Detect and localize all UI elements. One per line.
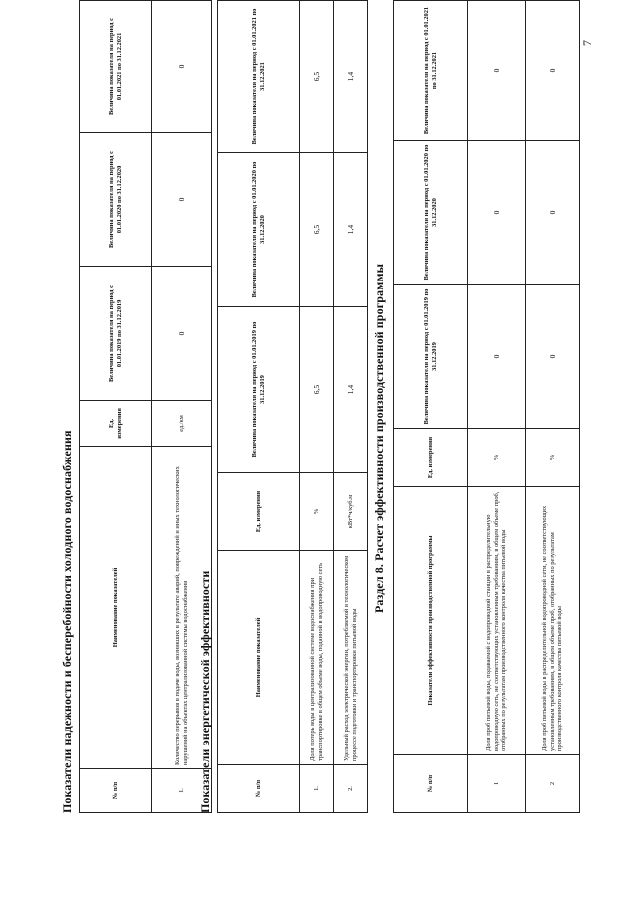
table-header-row <box>394 1 468 813</box>
col-num-header: № п/п <box>80 769 152 813</box>
row-value-2021: 0 <box>526 1 580 141</box>
row-name: Количество перерывов в подаче воды, возникших в результате аварий, повреждений и иных технологических нарушений на объектах централизованной системы водоснабжения <box>152 447 212 769</box>
row-unit: ед./км <box>152 401 212 447</box>
row-value-2021: 6,5 <box>300 1 334 153</box>
col-2020-header: Величина показателя на период с 01.01.2020 по 31.12.2020 <box>80 133 152 267</box>
row-value-2020: 0 <box>152 133 212 267</box>
row-num: 1. <box>300 765 334 813</box>
col-2021-header: Величина показателя на период с 01.01.2021 по 31.12.2021 <box>218 1 300 153</box>
row-unit: % <box>300 473 334 551</box>
row-num: 2. <box>334 765 368 813</box>
col-num-header: № п/п <box>218 765 300 813</box>
col-unit-header: Ед. измерения <box>218 473 300 551</box>
col-name-header: Наименование показателей <box>80 447 152 769</box>
table-header-row <box>218 1 300 813</box>
row-value-2020: 6,5 <box>300 153 334 307</box>
col-2020-header: Величина показателя на период с 01.01.2020 по 31.12.2020 <box>394 141 468 285</box>
col-2019-header: Величина показателя на период с 01.01.2019 по 31.12.2019 <box>80 267 152 401</box>
row-name: Доля проб питьевой воды, подаваемой с водопроводной станции в распределительную водопроводную сеть, не соответствующих установленным требованиям, в общем объеме проб, отобранных по результатам производственного контроля качества питьевой воды <box>468 487 526 755</box>
col-num-header: № п/п <box>394 755 468 813</box>
energy-section <box>198 0 368 813</box>
energy-table <box>217 0 368 813</box>
row-value-2021: 1,4 <box>334 1 368 153</box>
col-2021-header: Величина показателя на период с 01.01.2021 по 31.12.2021 <box>80 1 152 133</box>
energy-title: Показатели энергетической эффективности <box>198 570 212 813</box>
row-value-2020: 0 <box>468 141 526 285</box>
row-value-2020: 1,4 <box>334 153 368 307</box>
col-2020-header: Величина показателя на период с 01.01.2020 по 31.12.2020 <box>218 153 300 307</box>
row-unit: кВт*ч/куб.м <box>334 473 368 551</box>
reliability-table <box>79 0 212 813</box>
reliability-title: Показатели надежности и бесперебойности холодного водоснабжения <box>60 430 74 813</box>
row-name: Удельный расход электрической энергии, потребляемой в технологическом процессе подготовки и транспортировки питьевой воды <box>334 551 368 765</box>
production-table <box>393 0 580 813</box>
production-title: Раздел 8. Расчет эффективности производственной программы <box>372 263 386 613</box>
row-num: 1. <box>152 769 212 813</box>
production-section <box>372 0 580 813</box>
page-number: 7 <box>580 40 594 46</box>
col-unit-header: Ед. измерения <box>80 401 152 447</box>
col-2019-header: Величина показателя на период с 01.01.2019 по 31.12.2019 <box>394 285 468 429</box>
row-value-2019: 0 <box>468 285 526 429</box>
row-value-2019: 6,5 <box>300 307 334 473</box>
col-name-header: Показатели эффективности производственной программы <box>394 487 468 755</box>
reliability-section <box>60 0 212 813</box>
col-2019-header: Величина показателя на период с 01.01.2019 по 31.12.2019 <box>218 307 300 473</box>
row-value-2019: 0 <box>526 285 580 429</box>
table-row <box>334 1 368 813</box>
col-unit-header: Ед. измерения <box>394 429 468 487</box>
row-value-2021: 0 <box>468 1 526 141</box>
col-name-header: Наименование показателей <box>218 551 300 765</box>
row-unit: % <box>468 429 526 487</box>
table-row <box>526 1 580 813</box>
col-2021-header: Величина показателя на период с 01.01.2021 по 31.12.2021 <box>394 1 468 141</box>
row-value-2020: 0 <box>526 141 580 285</box>
table-row <box>468 1 526 813</box>
row-name: Доля проб питьевой воды в распределительной водопроводной сети, не соответствующих установленным требованиям, в общем объеме проб, отобранных по результатам производственного контроля качества питьевой воды <box>526 487 580 755</box>
row-num: 1 <box>468 755 526 813</box>
row-num: 2 <box>526 755 580 813</box>
row-value-2021: 0 <box>152 1 212 133</box>
table-row <box>300 1 334 813</box>
row-name: Доля потерь воды в централизованной системе водоснабжения при транспортировке в общем объеме воды, поданной в водопроводную сеть <box>300 551 334 765</box>
table-header-row <box>80 1 152 813</box>
row-value-2019: 0 <box>152 267 212 401</box>
row-value-2019: 1,4 <box>334 307 368 473</box>
row-unit: % <box>526 429 580 487</box>
